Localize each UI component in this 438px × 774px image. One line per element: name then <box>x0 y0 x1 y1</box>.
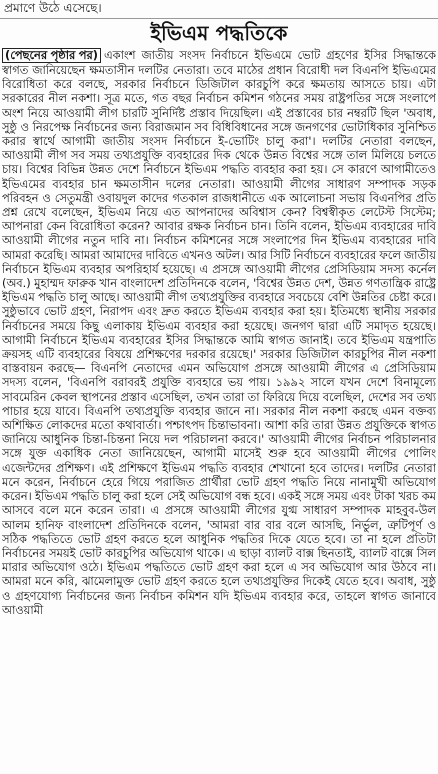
previous-article-fragment: প্রমাণে উঠে এসেছে। <box>4 1 102 15</box>
article-paragraph <box>2 48 436 617</box>
article-body-text: একাংশ জাতীয় সংসদ নির্বাচনে ইভিএমে ভোট গ্রহণের ইসির সিদ্ধান্তকে স্বাগত জানিয়েছেন ক্ষমতাসীন দলটির নেতারা। তবে মাঠের প্রধান বিরোধী দল বিএনপি ইভিএমের বিরোধিতা করে বলছে, সরকার নির্বাচনে ডিজিটাল কারচুপি করে ক্ষমতায় আসতে চায়। এটা সরকারের নীল নকশা। সূত্র মতে, গত বছর নির্বাচন কমিশন গঠনের সময় রাষ্ট্রপতির সঙ্গে সংলাপে অংশ নিয়ে আওয়ামী লীগ চারটি সুনির্দিষ্ট প্রস্তাব দিয়েছিল। এই প্রস্তাবের চার নম্বরটি ছিল 'অবাধ, সুষ্ঠু ও নিরপেক্ষ নির্বাচনের জন্য বিরাজমান সব বিধিবিধানের সঙ্গে জনগণের ভোটাধিকার সুনিশ্চিত করার স্বার্থে আগামী জাতীয় সংসদ নির্বাচনে ই-ভোটিং চালু করা'। দলটির নেতারা বলছেন, আওয়ামী লীগ সব সময় তথ্যপ্রযুক্তি ব্যবহারের দিক থেকে উন্নত বিশ্বের সঙ্গে তাল মিলিয়ে চলতে চায়। বিশ্বের বিভিন্ন উন্নত দেশে নির্বাচনে ইভিএম পদ্ধতি ব্যবহার করা হয়। সে কারণে আগামীতেও ইভিএমের ব্যবহার চান ক্ষমতাসীন দলের নেতারা। আওয়ামী লীগের সাধারণ সম্পাদক সড়ক পরিবহন ও সেতুমন্ত্রী ওবায়দুল কাদের গতকাল রাজধানীতে এক আলোচনা সভায় বিএনপির প্রতি প্রশ্ন রেখে বলেছেন, ইভিএম নিয়ে এত আপনাদের অবিশ্বাস কেন? বিশ্বস্বীকৃত লেটেস্ট সিস্টেম; আপনারা কেন বিরোধিতা করেন? আবার রক্ষক নির্বাচন চান। তিনি বলেন, ইভিএম ব্যবহারের দাবি আওয়ামী লীগের নতুন দাবি না। নির্বাচন কমিশনের সঙ্গে সংলাপের দিন ইভিএম ব্যবহারের দাবি আমরা করেছি। আমরা আমাদের দাবিতে এখনও অটল। আর সিটি নির্বাচনে ব্যবহারের ফলে জাতীয় নির্বাচনে ইভিএম ব্যবহার অপরিহার্য হয়েছে। এ প্রসঙ্গে আওয়ামী লীগের প্রেসিডিয়াম সদস্য কর্নেল (অব.) মুহাম্মদ ফারুক খান বাংলাদেশ প্রতিদিনকে বলেন, 'বিশ্বের উন্নত দেশ, উন্নত গণতান্ত্রিক রাষ্ট্রে ইভিএম পদ্ধতি চালু আছে। আওয়ামী লীগ তথ্যপ্রযুক্তির ব্যবহারে সবচেয়ে বেশি উন্নতির চেষ্টা করে। সুষ্ঠুভাবে ভোট গ্রহণ, নিরাপদ এবং দ্রুত করতে ইভিএম ব্যবহার করা হয়। ইতিমধ্যে স্থানীয় সরকার নির্বাচনের সময়ে কিছু এলাকায় ইভিএম ব্যবহার করা হয়েছে। জনগণ দ্বারা এটি সমাদৃত হয়েছে। আগামী নির্বাচনে ইভিএম ব্যবহারের ইসির সিদ্ধান্তকে আমি স্বাগত জানাই। তবে ইভিএম যন্ত্রপাতি ক্রয়সহ এটি ব্যবহারের বিষয়ে প্রশিক্ষণের দরকার রয়েছে।' সরকার ডিজিটাল কারচুপির নীল নকশা বাস্তবায়ন করছে— বিএনপি নেতাদের এমন অভিযোগ প্রসঙ্গে আওয়ামী লীগের এ প্রেসিডিয়াম সদস্য বলেন, 'বিএনপি বরাবরই প্রযুক্তি ব্যবহারে ভয় পায়। ১৯৯২ সালে যখন দেশে বিনামূল্যে সাবমেরিন কেবল স্থাপনের প্রস্তাব এসেছিল, তখন তারা তা ফিরিয়ে দিয়ে বলেছিল, দেশের সব তথ্য পাচার হয়ে যাবে। বিএনপি তথ্যপ্রযুক্তি ব্যবহার জানে না। সরকার নীল নকশা করছে এমন বক্তব্য অশিক্ষিত লোকদের মতো কথাবার্তা। পশ্চাৎপদ চিন্তাভাবনা। আশা করি তারা উন্নত প্রযুক্তিকে স্বাগত জানিয়ে আধুনিক চিন্তা-চিন্তনা নিয়ে দল পরিচালনা করবে।' আওয়ামী লীগের নির্বাচন পরিচালনার সঙ্গে যুক্ত একাধিক নেতা জানিয়েছেন, আগামী মাসেই শুরু হবে আওয়ামী লীগের পোলিং এজেন্টদের প্রশিক্ষণ। এই প্রশিক্ষণে ইভিএম পদ্ধতি ব্যবহার শেখানো হবে তাদের। দলটির নেতারা মনে করেন, নির্বাচনে হেরে গিয়ে পরাজিত প্রার্থীরা ভোট গ্রহণ পদ্ধতি নিয়ে নানামুখী অভিযোগ করেন। ইভিএম পদ্ধতি চালু করা হলে সেই অভিযোগ বন্ধ হবে। একই সঙ্গে সময় এবং টাকা খরচ কম আসবে বলে মনে করেন তারা। এ প্রসঙ্গে আওয়ামী লীগের যুগ্ম সাধারণ সম্পাদক মাহবুব-উল আলম হানিফ বাংলাদেশ প্রতিদিনকে বলেন, 'আমরা বার বার বলে আসছি, নির্ভুল, ত্রুটিপূর্ণ ও সঠিক পদ্ধতিতে ভোট গ্রহণ করতে হলে আধুনিক পদ্ধতির দিকে যেতে হবে। তা না হলে প্রতিটা নির্বাচনের সময়ই ভোট কারচুপির অভিযোগ থাকে। এ ছাড়া ব্যালট বাক্স ছিনতাই, ব্যালট বাক্সে সিল মারার অভিযোগ ওঠে। ইভিএম পদ্ধতিতে ভোট গ্রহণ করা হলে এ সব অভিযোগ আর উঠবে না। আমরা মনে করি, ঝামেলামুক্ত ভোট গ্রহণ করতে হলে তথ্যপ্রযুক্তির দিকেই যেতে হবে। অবাধ, সুষ্ঠু ও গ্রহণযোগ্য নির্বাচনের জন্য নির্বাচন কমিশন যদি ইভিএম ব্যবহার করে, তাহলে স্বাগত জানাবে আওয়ামী <box>2 48 436 617</box>
divider <box>0 18 438 19</box>
article-body <box>2 48 436 617</box>
continuation-tag: (পেছনের পৃষ্ঠার পর) <box>2 48 101 63</box>
article-headline: ইভিএম পদ্ধতিকে <box>150 21 288 45</box>
